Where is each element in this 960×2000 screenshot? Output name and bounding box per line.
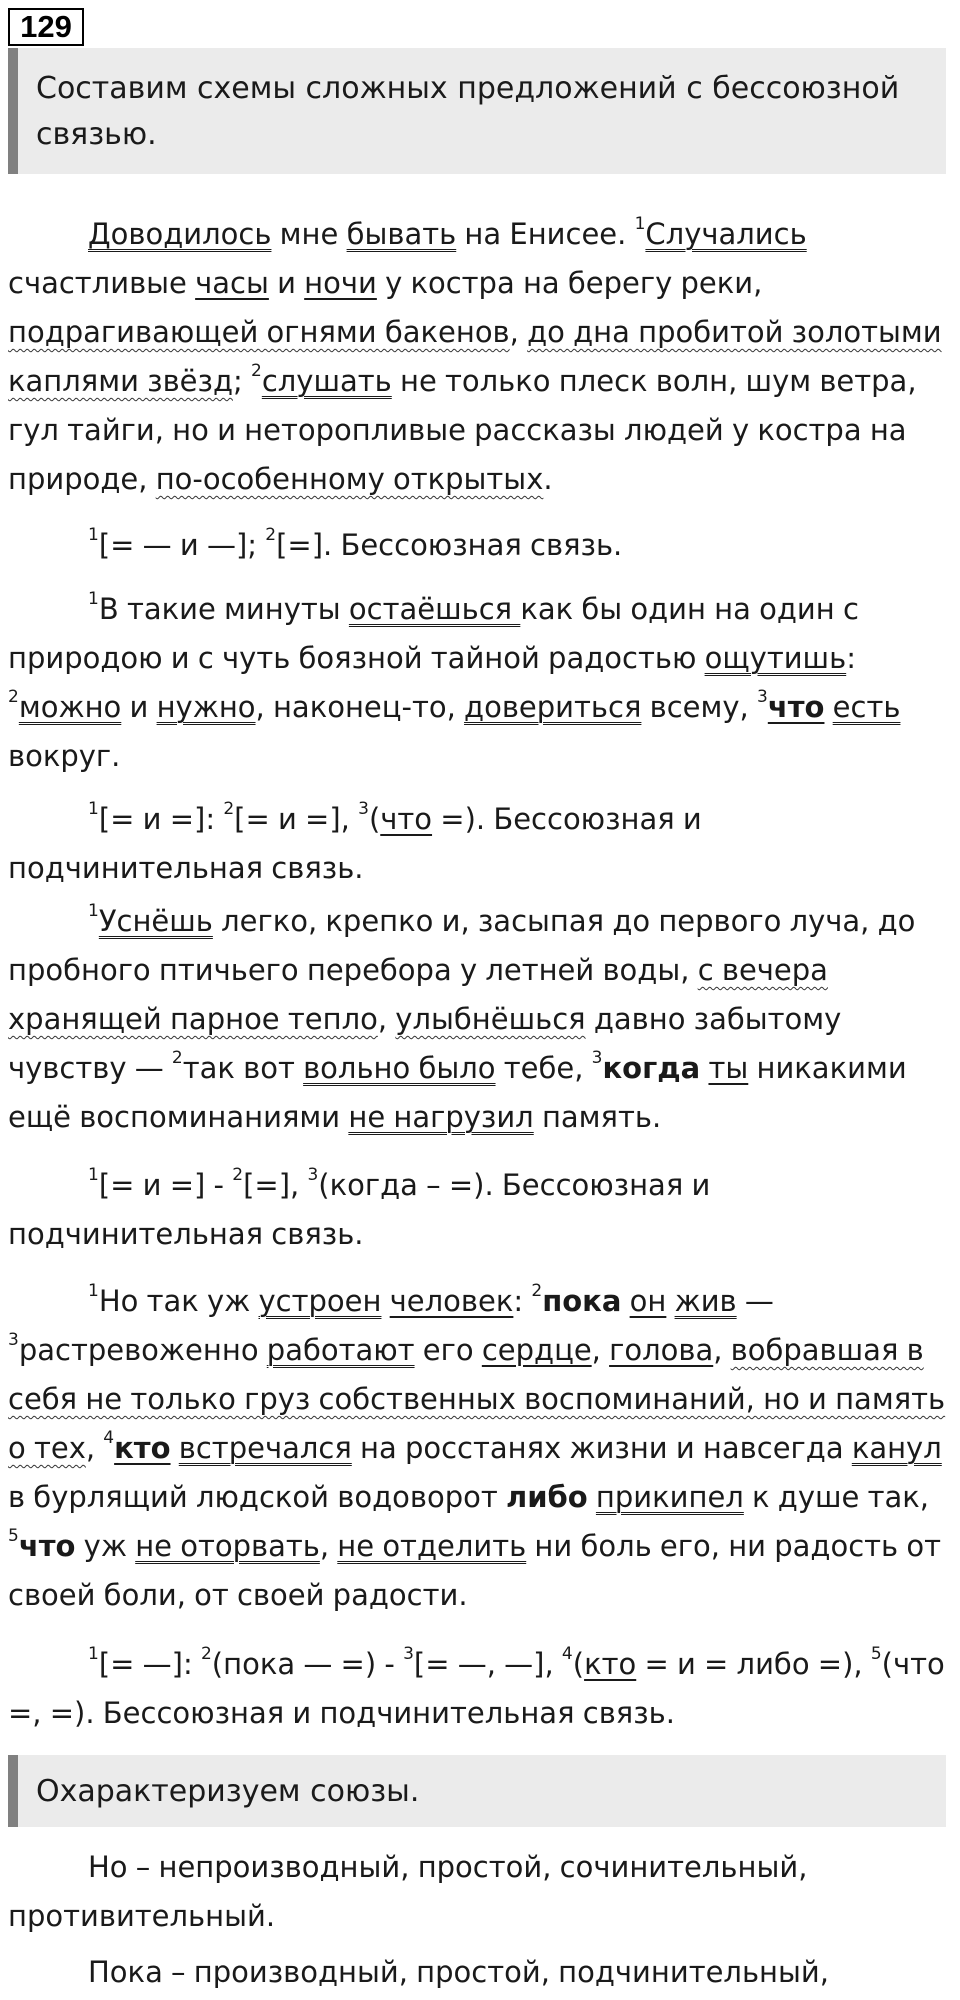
instruction-text: Охарактеризуем союзы. bbox=[36, 1774, 420, 1809]
predicate: нужно bbox=[156, 690, 256, 724]
subject: сердце bbox=[481, 1333, 592, 1367]
predicate: довериться bbox=[464, 690, 642, 724]
scheme-1: $^1$[= — и —]; $^2$[=]. Бессоюзная связь. bbox=[88, 525, 623, 562]
predicate: не нагрузил bbox=[348, 1100, 534, 1134]
adverbial-phrase: улыбнёшься bbox=[395, 1002, 586, 1036]
conjunction: когда bbox=[602, 1051, 701, 1085]
predicate: остаёшься bbox=[348, 592, 521, 626]
text-paragraph-3: $^1$Уснёшь легко, крепко и, засыпая до первого луча, до пробного птичьего перебора у летней воды, с вечера хранящей парное тепло, улыбнёшься давно забытому чувству — $^2$так вот вольно было тебе, $^3$когда ты никакими ещё воспоминаниями не нагрузил память. bbox=[8, 901, 916, 1134]
task-number: 129 bbox=[8, 8, 84, 46]
predicate: не отделить bbox=[337, 1529, 527, 1563]
instruction-box-2 bbox=[8, 1755, 946, 1827]
predicate: ощутишь bbox=[704, 641, 847, 675]
text-paragraph-2: $^1$В такие минуты остаёшься как бы один на один с природою и с чуть боязной тайной радостью ощутишь: $^2$можно и нужно, наконец-то, довериться всему, $^3$что есть вокруг. bbox=[8, 589, 901, 773]
predicate: Доводилось bbox=[88, 217, 272, 251]
conjunction-word: кто bbox=[114, 1431, 171, 1465]
subject: он bbox=[629, 1284, 667, 1318]
predicate: канул bbox=[851, 1431, 942, 1465]
conjunction: что bbox=[18, 1529, 76, 1563]
subject: голова bbox=[609, 1333, 714, 1367]
scheme-2: $^1$[= и =]: $^2$[= и =], $^3$(что =). Бессоюзная и подчинительная связь. bbox=[8, 799, 702, 885]
predicate: не оторвать bbox=[135, 1529, 320, 1563]
participial-phrase: по-особенному открытых bbox=[155, 462, 544, 496]
predicate: жив bbox=[674, 1284, 737, 1318]
subject: человек bbox=[389, 1284, 514, 1318]
subject: ночи bbox=[304, 266, 377, 300]
conjunction-word: что bbox=[767, 690, 825, 724]
predicate: можно bbox=[18, 690, 122, 724]
participial-phrase: вобравшая в себя не только груз собственных воспоминаний, но и память о тех bbox=[8, 1333, 946, 1465]
instruction-text: Составим схемы сложных предложений с бессоюзной связью. bbox=[36, 71, 900, 152]
instruction-box-1 bbox=[8, 48, 946, 174]
conjunction-description-2: Пока – производный, простой, подчинительный, bbox=[88, 1955, 829, 1989]
predicate: есть bbox=[832, 690, 901, 724]
predicate: слушать bbox=[261, 364, 392, 398]
scheme-4: $^1$[= —]: $^2$(пока — =) - $^3$[= —, —], $^4$(кто = и = либо =), $^5$(что =, =). Бессоюзная и подчинительная связь. bbox=[8, 1644, 945, 1730]
predicate: вольно было bbox=[303, 1051, 496, 1085]
text-paragraph-4: $^1$Но так уж устроен человек: $^2$пока он жив — $^3$растревоженно работают его сердце, голова, вобравшая в себя не только груз собственных воспоминаний, но и память о тех, $^4$кто встречался на росстанях жизни и навсегда канул в бурлящий людской водоворот либо прикипел к душе так, $^5$что уж не оторвать, не отделить ни боль его, ни радость от своей боли, от своей радости. bbox=[8, 1281, 946, 1612]
sentence-index: 2 bbox=[251, 361, 262, 382]
predicate: Уснёшь bbox=[98, 904, 213, 938]
subject: часы bbox=[195, 266, 269, 300]
predicate: работают bbox=[266, 1333, 415, 1367]
predicate: бывать bbox=[346, 217, 457, 251]
text-paragraph-1: Доводилось мне бывать на Енисее. $^1$Случались счастливые часы и ночи у костра на берегу реки, подрагивающей огнями бакенов, до дна пробитой золотыми каплями звёзд; $^2$слушать не только плеск волн, шум ветра, гул тайги, но и неторопливые рассказы людей у костра на природе, по-особенному открытых. bbox=[8, 214, 942, 496]
participial-phrase: подрагивающей огнями бакенов bbox=[8, 315, 510, 349]
conjunction: либо bbox=[505, 1480, 588, 1514]
participial-phrase: до дна пробитой золотыми каплями звёзд bbox=[8, 315, 942, 398]
predicate: Случались bbox=[645, 217, 807, 251]
subject: ты bbox=[708, 1051, 749, 1085]
conjunction-description-1: Но – непроизводный, простой, сочинительный, противительный. bbox=[8, 1850, 808, 1933]
predicate: устроен bbox=[258, 1284, 382, 1318]
scheme-3: $^1$[= и =] - $^2$[=], $^3$(когда – =). Бессоюзная и подчинительная связь. bbox=[8, 1165, 711, 1251]
predicate: встречался bbox=[178, 1431, 352, 1465]
conjunction: пока bbox=[542, 1284, 622, 1318]
predicate: прикипел bbox=[595, 1480, 744, 1514]
participial-phrase: с вечера хранящей парное тепло bbox=[8, 953, 828, 1036]
sentence-index: 1 bbox=[634, 214, 646, 235]
